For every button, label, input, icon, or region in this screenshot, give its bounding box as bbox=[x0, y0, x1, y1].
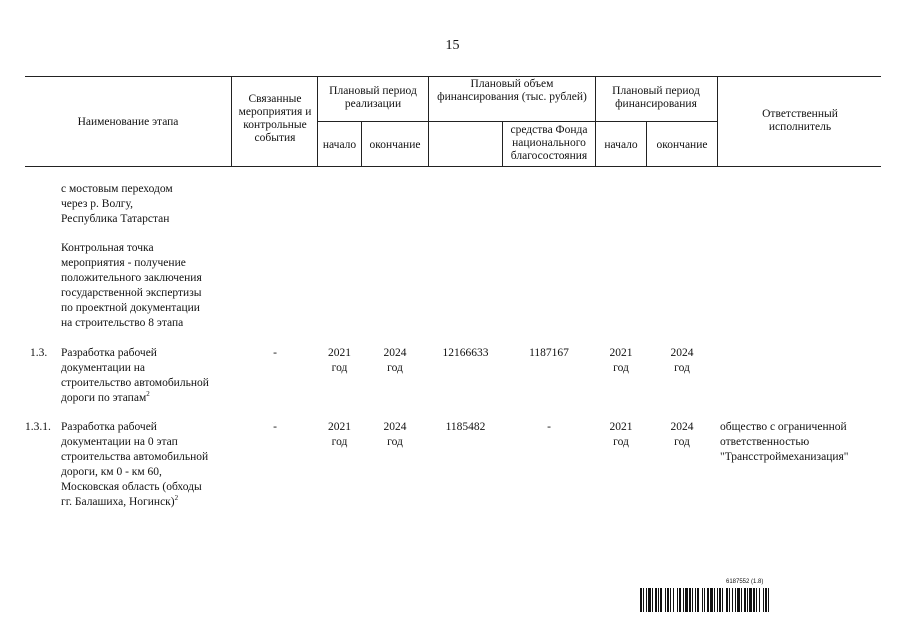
col-divider bbox=[595, 76, 596, 166]
control-point-line: положительного заключения bbox=[61, 272, 202, 284]
row-stage-name: Разработка рабочей документации на строительство автомобильной дороги по этапам$^2$ bbox=[61, 347, 209, 404]
row-responsible: общество с ограниченной ответственностью "Трансстроймеханизация" bbox=[720, 421, 849, 463]
row-fund-start: 2021 год bbox=[609, 421, 633, 448]
control-point-line: на строительство 8 этапа bbox=[61, 317, 184, 329]
continuation-line: через р. Волгу, bbox=[61, 198, 133, 210]
row-impl-end: 2024 год bbox=[383, 347, 407, 374]
row-nwf: - bbox=[547, 421, 551, 433]
control-point-line: по проектной документации bbox=[61, 302, 200, 314]
row-impl-start: 2021 год bbox=[328, 421, 351, 448]
continuation-line: с мостовым переходом bbox=[61, 183, 173, 195]
header-plan-period-impl: Плановый период реализации bbox=[329, 85, 417, 110]
barcode-caption: 6187552 (1.8) bbox=[726, 579, 764, 585]
control-point-line: мероприятия - получение bbox=[61, 257, 186, 269]
footnote-mark: 2 bbox=[174, 494, 179, 503]
page-number: 15 bbox=[445, 38, 460, 53]
row-fund-end: 2024 год bbox=[670, 347, 694, 374]
row-related: - bbox=[273, 347, 277, 359]
header-fund-end: окончание bbox=[656, 139, 708, 151]
header-plan-funding-volume: Плановый объем финансирования (тыс. рублей) bbox=[437, 78, 587, 103]
row-fund-start: 2021 год bbox=[609, 347, 633, 374]
row-number: 1.3. bbox=[30, 347, 48, 359]
row-total: 12166633 bbox=[442, 347, 489, 359]
row-stage-name: Разработка рабочей документации на 0 этап строительства автомобильной дороги, км 0 - км 60, Московская область (обходы гг. Балашиха, Ногинск)$^2$ bbox=[61, 421, 209, 508]
header-plan-period-funding: Плановый период финансирования bbox=[612, 85, 700, 110]
header-responsible: Ответственный исполнитель bbox=[762, 108, 838, 133]
row-nwf: 1187167 bbox=[529, 347, 569, 359]
header-nwf: средства Фонда национального благосостояния bbox=[510, 124, 588, 162]
row-number: 1.3.1. bbox=[25, 421, 51, 433]
row-impl-end: 2024 год bbox=[383, 421, 407, 448]
table-top-rule bbox=[25, 76, 881, 77]
header-mid-rule bbox=[317, 121, 717, 122]
control-point-text bbox=[61, 241, 231, 331]
header-stage-name: Наименование этапа bbox=[77, 116, 179, 128]
header-impl-end: окончание bbox=[369, 139, 421, 151]
barcode-image bbox=[640, 588, 866, 612]
header-related-events: Связанные мероприятия и контрольные события bbox=[238, 93, 312, 144]
row-total: 1185482 bbox=[445, 421, 486, 433]
col-divider bbox=[428, 76, 429, 166]
control-point-line: государственной экспертизы bbox=[61, 287, 202, 299]
continuation-line: Республика Татарстан bbox=[61, 213, 170, 225]
row-impl-start: 2021 год bbox=[328, 347, 351, 374]
header-impl-start: начало bbox=[322, 139, 357, 151]
col-divider bbox=[317, 76, 318, 166]
row-related: - bbox=[273, 421, 277, 433]
row-fund-end: 2024 год bbox=[670, 421, 694, 448]
header-bottom-rule bbox=[25, 166, 881, 167]
col-divider bbox=[717, 76, 718, 166]
footnote-mark: 2 bbox=[146, 390, 150, 399]
control-point-line: Контрольная точка bbox=[61, 242, 154, 254]
col-divider bbox=[231, 76, 232, 166]
continuation-text bbox=[61, 182, 231, 227]
header-fund-start: начало bbox=[604, 139, 638, 151]
